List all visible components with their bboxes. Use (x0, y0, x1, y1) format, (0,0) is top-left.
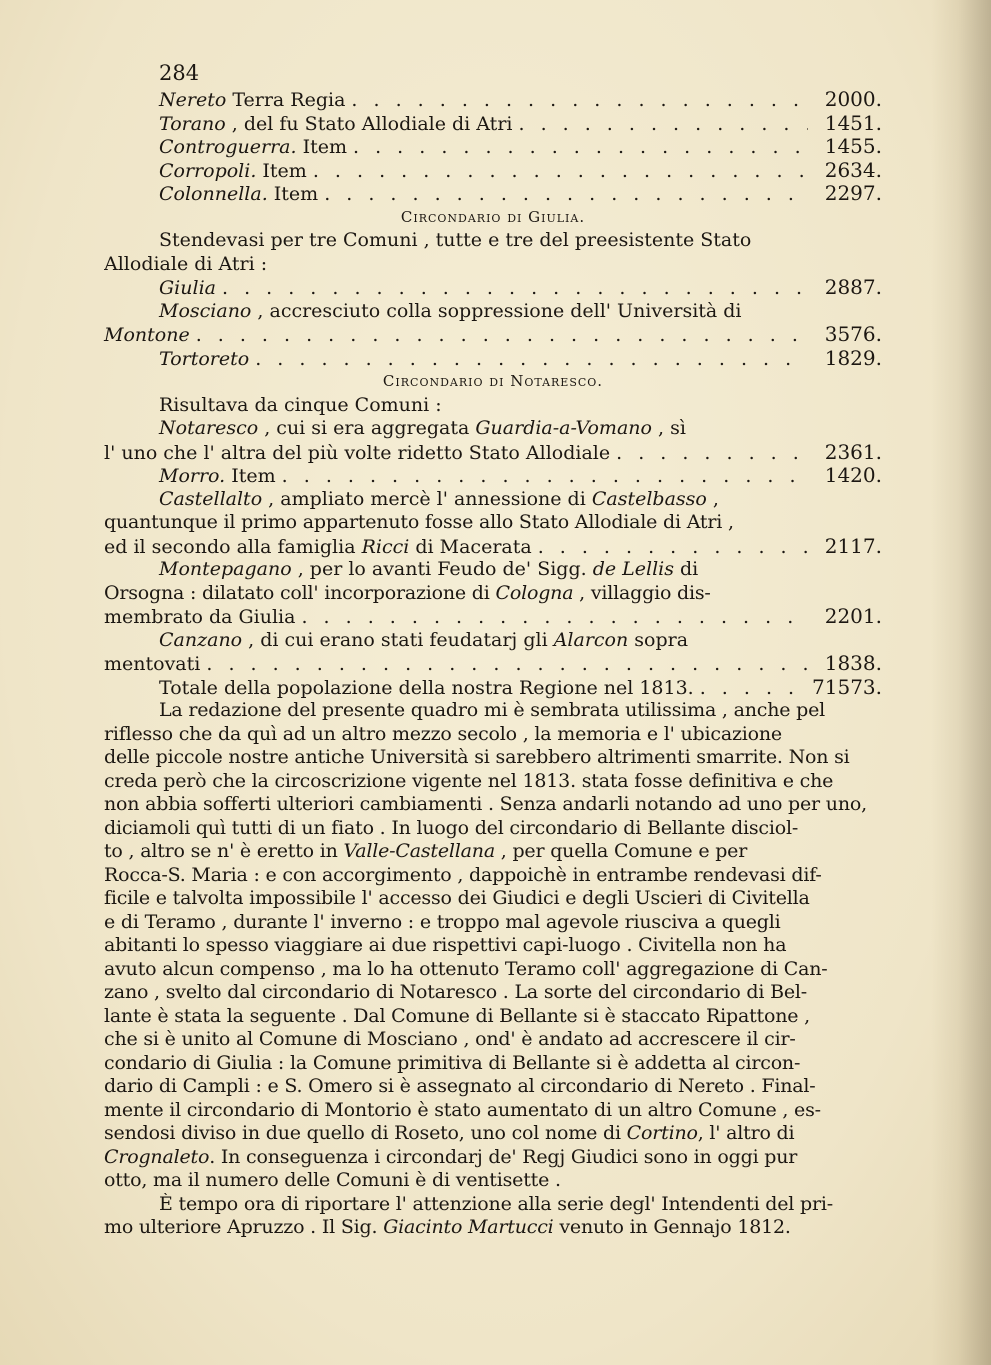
population-value: 2000. (824, 87, 882, 111)
population-value: 1838. (824, 651, 882, 675)
leader-dots (518, 113, 808, 137)
intro-line: Stendevasi per tre Comuni , tutte e tre del preesistente Stato (159, 229, 752, 251)
entry-line: Mosciano , accresciuto colla soppressione dell' Università di (159, 299, 742, 322)
leader-dots (616, 442, 808, 466)
population-value: 1455. (824, 134, 882, 158)
population-value: 2361. (824, 439, 882, 464)
list-item: l' uno che l' altra del più volte ridetto Stato Allodiale . . . 2361. (104, 441, 882, 465)
entry-line: Orsogna : dilatato coll' incorporazione di Cologna , villaggio dis- (104, 581, 711, 604)
list-item (104, 276, 882, 300)
population-value: 2887. (824, 275, 882, 299)
entry-line: Canzano , di cui erano stati feudatarj gli Alarcon sopra (159, 628, 689, 651)
list-item: Corropoli. Item . . . 2634. (104, 159, 882, 183)
comune-name: Nereto (159, 89, 227, 111)
entry-line: Castellalto , ampliato mercè l' annessione di Castelbasso , (159, 487, 719, 510)
entry-line: Notaresco , cui si era aggregata Guardia-a-Vomano , sì (159, 417, 686, 439)
leader-dots (351, 89, 808, 113)
entries-top (104, 88, 882, 206)
population-value: 3576. (824, 322, 882, 346)
comune-name: Controguerra. (159, 136, 297, 158)
list-item (104, 347, 882, 371)
population-value: 2201. (824, 604, 882, 628)
population-value: 2297. (824, 181, 882, 205)
leader-dots (538, 536, 808, 560)
comune-name: Colonnella. (159, 183, 268, 205)
comune-name: Torano (159, 112, 226, 135)
page-number: 284 (159, 61, 200, 85)
leader-dots (324, 183, 808, 207)
page-text (104, 58, 882, 1240)
intro-line: Risultava da cinque Comuni : (159, 393, 442, 416)
comune-name: Giulia (159, 277, 216, 299)
leader-dots (206, 653, 808, 677)
leader-dots (353, 136, 808, 160)
list-item: Controguerra. Item . . . 1455. (104, 135, 882, 159)
body-paragraph-last: È tempo ora di riportare l' attenzione alla serie degl' Intendenti del pri- mo ulteriore Apruzzo . Il Sig. Giacinto Martucci venuto in Gennajo 1812. (104, 1192, 833, 1238)
population-value: 2634. (824, 157, 882, 182)
section-heading-giulia: Circondario di Giulia. (400, 207, 586, 226)
list-item: Morro. Item . . . 1420. (104, 464, 882, 488)
leader-dots (282, 465, 808, 489)
list-item (104, 323, 882, 347)
population-value: 1829. (824, 345, 882, 370)
list-item: Nereto Terra Regia . . . 2000. (104, 88, 882, 112)
total-row (104, 676, 882, 700)
leader-dots (700, 677, 806, 701)
body-paragraph: La redazione del presente quadro mi è sembrata utilissima , anche pel riflesso che da quì ad un altro mezzo secolo , la memoria e l' ubicazione delle piccole nostre antiche Università si sarebbero altrimenti smarrite. Non si creda però che la circoscrizione vigente nel 1813. stata fosse definitiva e che non abbia sofferti ulteriori cambiamenti . Senza andarli notando ad uno per uno, diciamoli quì tutti di un fiato . In luogo del circondario di Bellante disciol- to , altro se n' è eretto in Valle-Castellana , per quella Comune e per Rocca-S. Maria : e con accorgimento , dappoichè in entrambe rendevasi dif- ficile e talvolta impossibile l' accesso dei Giudici e degli Uscieri di Civitella e di Teramo , durante l' inverno : e troppo mal agevole riusciva a quegli abitanti lo spesso viaggiare ai due rispettivi capi-luogo . Civitella non ha avuto alcun compenso , ma lo ha ottenuto Teramo coll' aggregazione di Can- zano , svelto dal circondario di Notaresco . La sorte del circondario di Bel- lante è stata la seguente . Dal Comune di Bellante si è staccato Ripattone , che si è unito al Comune di Mosciano , ond' è andato ad accrescere il cir- condario di Giulia : la Comune primitiva di Bellante si è addetta al circon- dario di Campli : e S. Omero si è assegnato al circondario di Nereto . Final- mente il circondario di Montorio è stato aumentato di un altro Comune , es- sendosi diviso in due quello di Roseto, uno col nome di Cortino, l' altro di Crognaleto. In conseguenza i circondarj de' Regj Giudici sono in oggi pur otto, ma il numero delle Comuni è di ventisette . (104, 699, 867, 1191)
list-item: ed il secondo alla famiglia Ricci di Macerata . . . 2117. (104, 535, 882, 559)
population-value: 1420. (824, 463, 882, 487)
population-value: 2117. (824, 533, 882, 558)
leader-dots (196, 324, 808, 348)
section-heading-notaresco: Circondario di Notaresco. (382, 372, 604, 390)
entry-line: quantunque il primo appartenuto fosse allo Stato Allodiale di Atri , (104, 511, 734, 533)
entry-line: Montepagano , per lo avanti Feudo de' Sigg. de Lellis di (159, 558, 699, 580)
list-item: mentovati . . . 1838. (104, 652, 882, 676)
comune-name: Tortoreto (159, 347, 250, 370)
list-item: membrato da Giulia . . . 2201. (104, 605, 882, 629)
comune-name: Montone (104, 324, 190, 346)
population-value: 1451. (824, 110, 882, 135)
list-item: Torano , del fu Stato Allodiale di Atri . . . 1451. (104, 112, 882, 136)
list-item: Colonnella. Item . . . 2297. (104, 182, 882, 206)
leader-dots (255, 348, 808, 372)
total-value: 71573. (812, 674, 882, 699)
leader-dots (222, 277, 808, 301)
leader-dots (313, 160, 808, 184)
comune-name: Corropoli. (159, 159, 257, 182)
intro-line: Allodiale di Atri : (104, 252, 268, 275)
total-label: Totale della popolazione della nostra Regione nel 1813. (159, 676, 694, 699)
leader-dots (301, 606, 808, 630)
page-spine-shadow (931, 0, 991, 1365)
